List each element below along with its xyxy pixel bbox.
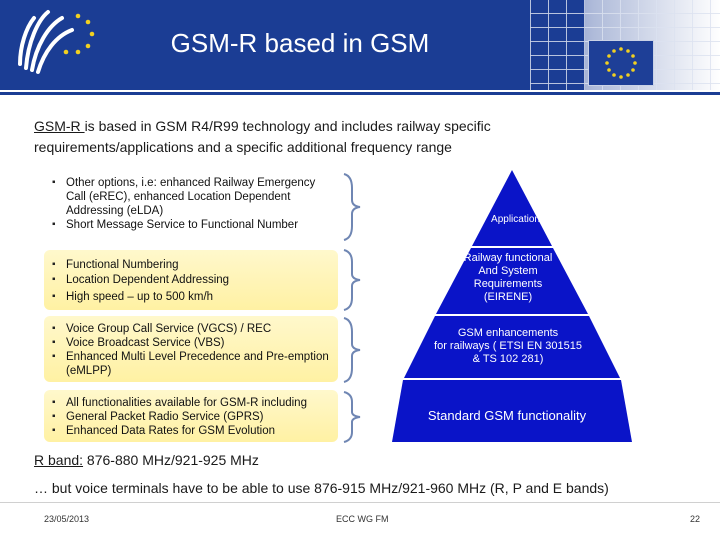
list-item: ▪ Other options, i.e: enhanced Railway Emergency Call (eREC), enhanced Location Dependent Addressing (eLDA) <box>44 176 334 218</box>
feature-box-options <box>44 172 338 240</box>
feature-list <box>44 176 334 232</box>
feature-box-gsm-enhancements <box>44 316 338 382</box>
list-item: ▪ Location Dependent Addressing <box>44 273 334 287</box>
pyramid-level-applications <box>472 170 552 246</box>
list-item: ▪ General Packet Radio Service (GPRS) <box>44 410 334 424</box>
footer-center-text: ECC WG FM <box>336 514 389 524</box>
eu-flag-icon <box>588 40 654 86</box>
intro-line2: requirements/applications and a specific additional frequency range <box>34 139 452 155</box>
pyramid-text-line: And System <box>478 265 538 277</box>
voice-terminal-note: … but voice terminals have to be able to use 876-915 MHz/921-960 MHz (R, P and E bands) <box>34 480 609 496</box>
brace-icon <box>340 172 364 242</box>
feature-list <box>44 258 334 304</box>
pyramid-label-standard-gsm: Standard GSM functionality <box>427 408 587 423</box>
list-item: ▪ All functionalities available for GSM-R including <box>44 396 334 410</box>
brace-icon <box>340 390 364 444</box>
pyramid-label-eirene <box>448 252 568 304</box>
footer-separator <box>0 502 720 503</box>
list-item: ▪ Enhanced Multi Level Precedence and Pre-emption (eMLPP) <box>44 350 334 378</box>
header-banner <box>0 0 720 90</box>
list-item: ▪ Voice Broadcast Service (VBS) <box>44 336 334 350</box>
pyramid-text-line: Requirements <box>473 278 543 290</box>
intro-term: GSM-R <box>34 118 85 134</box>
pyramid-text-line: & TS 102 281) <box>472 353 544 365</box>
pyramid-text-line: Railway functional <box>463 252 553 264</box>
pyramid-label-gsm-enhancements <box>418 327 598 366</box>
feature-list <box>44 322 334 378</box>
list-item: ▪ High speed – up to 500 km/h <box>44 290 334 304</box>
list-item: ▪ Short Message Service to Functional Number <box>44 218 334 232</box>
feature-list <box>44 396 334 438</box>
intro-line1: is based in GSM R4/R99 technology and includes railway specific <box>84 118 491 134</box>
page-title: GSM-R based in GSM <box>170 28 430 58</box>
list-item: ▪ Enhanced Data Rates for GSM Evolution <box>44 424 334 438</box>
footer-date: 23/05/2013 <box>44 514 90 524</box>
r-band-value: 876-880 MHz/921-925 MHz <box>83 452 259 468</box>
pyramid-label-applications: Applications <box>491 214 545 225</box>
header-separator <box>0 92 720 95</box>
brace-icon <box>340 248 364 312</box>
pyramid-text-line: (EIRENE) <box>483 291 533 303</box>
gsm-r-pyramid <box>392 168 632 444</box>
pyramid-text-line: GSM enhancements <box>457 327 559 339</box>
r-band-line <box>34 452 259 468</box>
r-band-label: R band: <box>34 452 84 468</box>
intro-paragraph <box>34 116 634 158</box>
list-item: ▪ Functional Numbering <box>44 258 334 272</box>
brace-icon <box>340 316 364 384</box>
feature-box-standard <box>44 390 338 442</box>
page-number: 22 <box>690 514 701 524</box>
pyramid-text-line: for railways ( ETSI EN 301515 <box>434 340 582 352</box>
list-item: ▪ Voice Group Call Service (VGCS) / REC <box>44 322 334 336</box>
feature-box-railway <box>44 250 338 310</box>
